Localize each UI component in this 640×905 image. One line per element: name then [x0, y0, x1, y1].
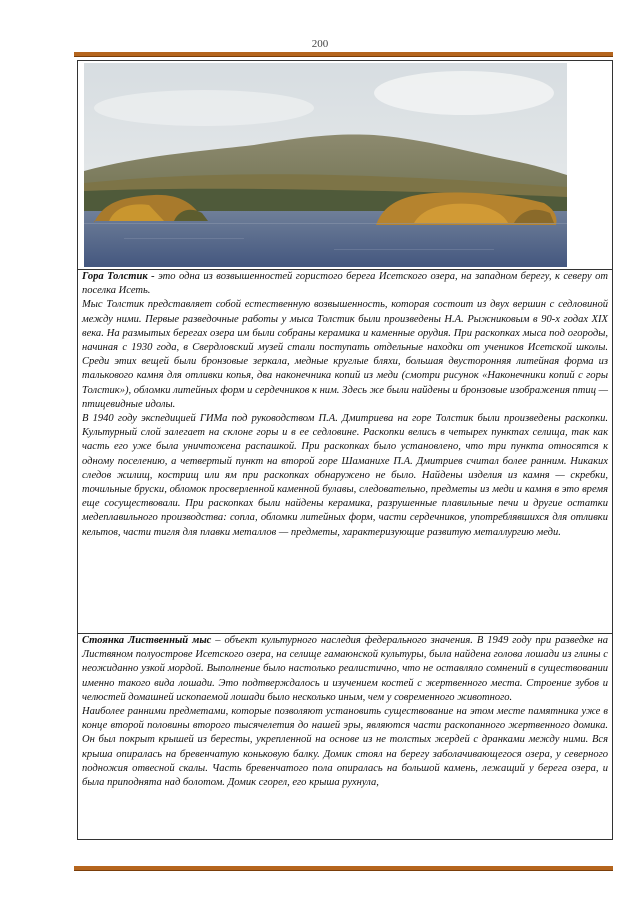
section-lead-text: это одна из возвышенностей гористого берега Исетского озера, на западном берегу, к северу от поселка Исеть. — [82, 271, 608, 297]
section-title: Стоянка Лиственный мыс — [82, 635, 212, 646]
content-table — [77, 60, 613, 840]
section-intro — [82, 634, 608, 705]
lake-mountain-photo — [84, 63, 567, 267]
paragraph: Мыс Толстик представляет собой естественную возвышенность, которая состоит из двух вершин с седловиной между ними. Первые разведочные работы у мыса Толстик были произведены Н.А. Рыжниковым в 90-х годах XIX века. На размытых берегах озера им были собраны керамика и каменные орудия. При раскопках мыса под огороды, начиная с 1930 года, в Свердловский музей стали поступать отдельные находки от учеников Исетской школы. Среди этих вещей были бронзовые зеркала, медные круглые бляхи, большая двусторонняя литейная форма из талькового камня для отливки копья, два наконечника копий из меди (смотри рисунок «Наконечники копий с горы Толстик»), обломки литейных форм и сердечников к ним. Здесь же были найдены и бронзовые изображения птиц — птицевидные идолы. — [82, 299, 608, 410]
section-gora-tolstik — [78, 269, 612, 633]
paragraph: В 1940 году экспедицией ГИМа под руководством П.А. Дмитриева на горе Толстик были произведены раскопки. Культурный слой залегает на склоне горы и в ее седловине. Раскопки велись в четырех пунктах селища, так как часть его уже была уничтожена распашкой. При раскопках было установлено, что три пункта относятся к одному поселению, а четвертый пункт на второй горе Шаманихе П.А. Дмитриев считал более ранним. Никаких следов жилищ, кострищ или ям при раскопках обнаружено не было. Найдены изделия из камня — скребки, точильные бруски, обломок просверленной каменной булавы, следовательно, предметы из меди и камня в это время еще сосуществовали. При раскопках были найдены керамика, разрушенные плавильные печи и другие остатки медеплавильного производства: сопла, обломки литейных форм, части сердечников, употреблявшихся для отливки кельтов, части тигля для плавки металлов — предметы, характеризующие развитую металлургию меди. — [82, 413, 608, 538]
bottom-decorative-rule — [74, 866, 613, 871]
section-title: Гора Толстик - — [82, 271, 155, 282]
top-decorative-rule — [74, 52, 613, 57]
section-intro — [82, 270, 608, 298]
section-lead-text: – объект культурного наследия федерального значения. В 1949 году при разведке на Листвяном полуострове Исетского озера, на селище гамаюнской культуры, была найдена голова лошади из глины с неожиданно узкой мордой. Выполнение было настолько реалистично, что не оставляло сомнений в существовании именно такого вида лошади. Это подтверждалось и изучением костей с жертвенного места. Строение зубов и челюстей домашней ископаемой лошади было несколько иным, чем у современного животного. — [82, 635, 608, 703]
paragraph: Наиболее ранними предметами, которые позволяют установить существование на этом месте памятника уже в конце второй половины второго тысячелетия до нашей эры, являются части раскопанного жертвенного домика. Он был покрыт крышей из бересты, укрепленной на основе из не толстых жердей с дранками между ними. Вся крыша опиралась на бревенчатую коньковую балку. Домик стоял на берегу заболачивающегося озера, у северного подножия отвесной скалы. Часть бревенчатого пола опиралась на большой камень, лежащий у берега озера, и была приподнята над болотом. Домик сгорел, его крыша рухнула, — [82, 706, 608, 789]
page-number: 200 — [311, 38, 329, 50]
section-listvenny-mys — [78, 633, 612, 841]
